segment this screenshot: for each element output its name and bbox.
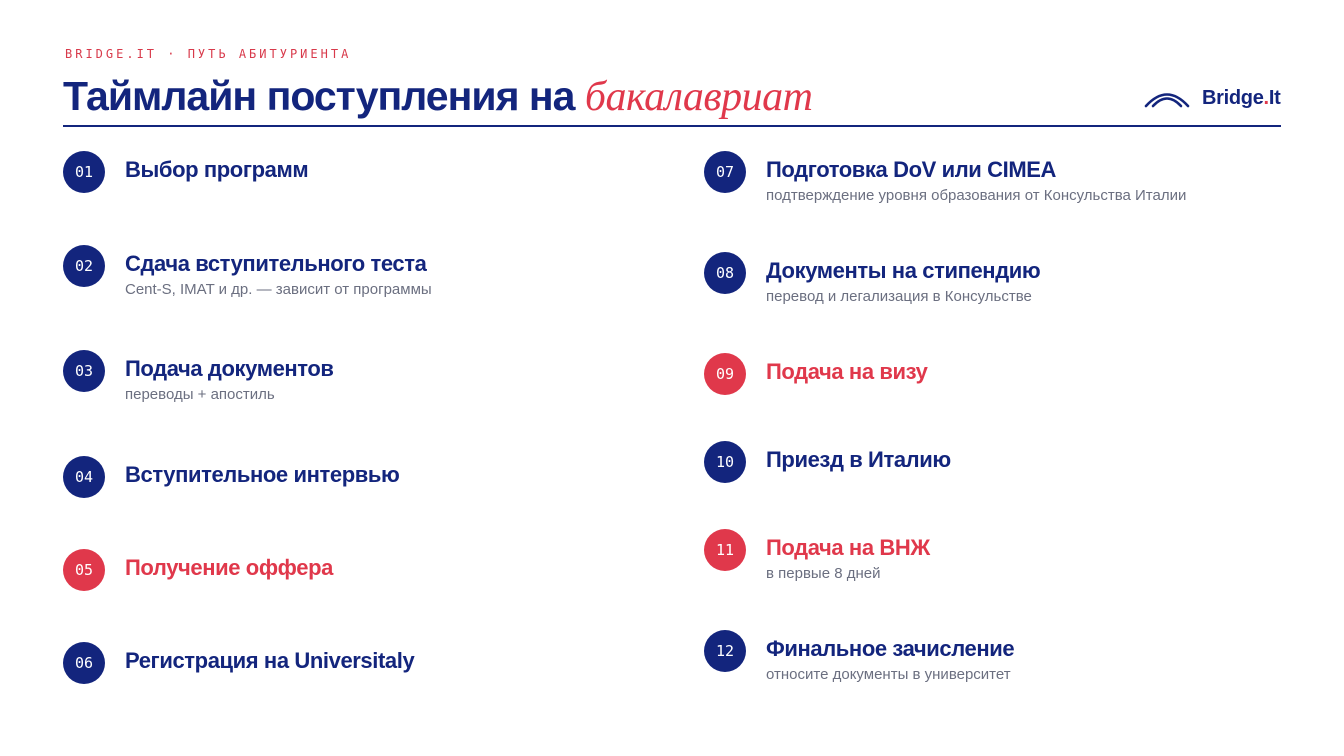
step-number-badge: 10 (704, 441, 746, 483)
step-subtitle: подтверждение уровня образования от Консульства Италии (766, 187, 1187, 204)
step-title: Приезд в Италию (766, 447, 951, 472)
bridge-arc-icon (1144, 87, 1190, 109)
eyebrow-label: BRIDGE.IT · ПУТЬ АБИТУРИЕНТА (65, 47, 352, 61)
step-subtitle: Cent-S, IMAT и др. — зависит от программы (125, 281, 432, 298)
step-title: Получение оффера (125, 555, 333, 580)
step-number-badge: 06 (63, 642, 105, 684)
step-number-badge: 01 (63, 151, 105, 193)
step-number-badge: 04 (63, 456, 105, 498)
brand-logo-text (1202, 87, 1280, 110)
logo-dot: . (1263, 86, 1269, 109)
step-subtitle: в первые 8 дней (766, 565, 881, 582)
page-title (63, 72, 812, 121)
step-subtitle: переводы + апостиль (125, 386, 275, 403)
step-number-badge: 07 (704, 151, 746, 193)
step-number-badge: 05 (63, 549, 105, 591)
step-title: Регистрация на Universitaly (125, 648, 415, 673)
step-title: Финальное зачисление (766, 636, 1015, 661)
step-title: Подача документов (125, 356, 334, 381)
step-title: Выбор программ (125, 157, 309, 182)
step-title: Документы на стипендию (766, 258, 1041, 283)
step-number-badge: 11 (704, 529, 746, 571)
step-number-badge: 02 (63, 245, 105, 287)
brand-logo (1144, 84, 1280, 112)
step-number-badge: 12 (704, 630, 746, 672)
step-title: Подача на визу (766, 359, 928, 384)
step-number-badge: 08 (704, 252, 746, 294)
page-title-accent: бакалавриат (584, 74, 813, 120)
page-title-main: Таймлайн поступления на (63, 73, 585, 119)
step-title: Подача на ВНЖ (766, 535, 930, 560)
step-number-badge: 09 (704, 353, 746, 395)
step-number-badge: 03 (63, 350, 105, 392)
step-title: Сдача вступительного теста (125, 251, 427, 276)
step-title: Вступительное интервью (125, 462, 400, 487)
header-divider (63, 125, 1281, 127)
logo-suffix: It (1268, 86, 1281, 109)
step-title: Подготовка DoV или CIMEA (766, 157, 1057, 182)
step-subtitle: перевод и легализация в Консульстве (766, 288, 1032, 305)
logo-name: Bridge (1202, 86, 1264, 109)
step-subtitle: относите документы в университет (766, 666, 1011, 683)
